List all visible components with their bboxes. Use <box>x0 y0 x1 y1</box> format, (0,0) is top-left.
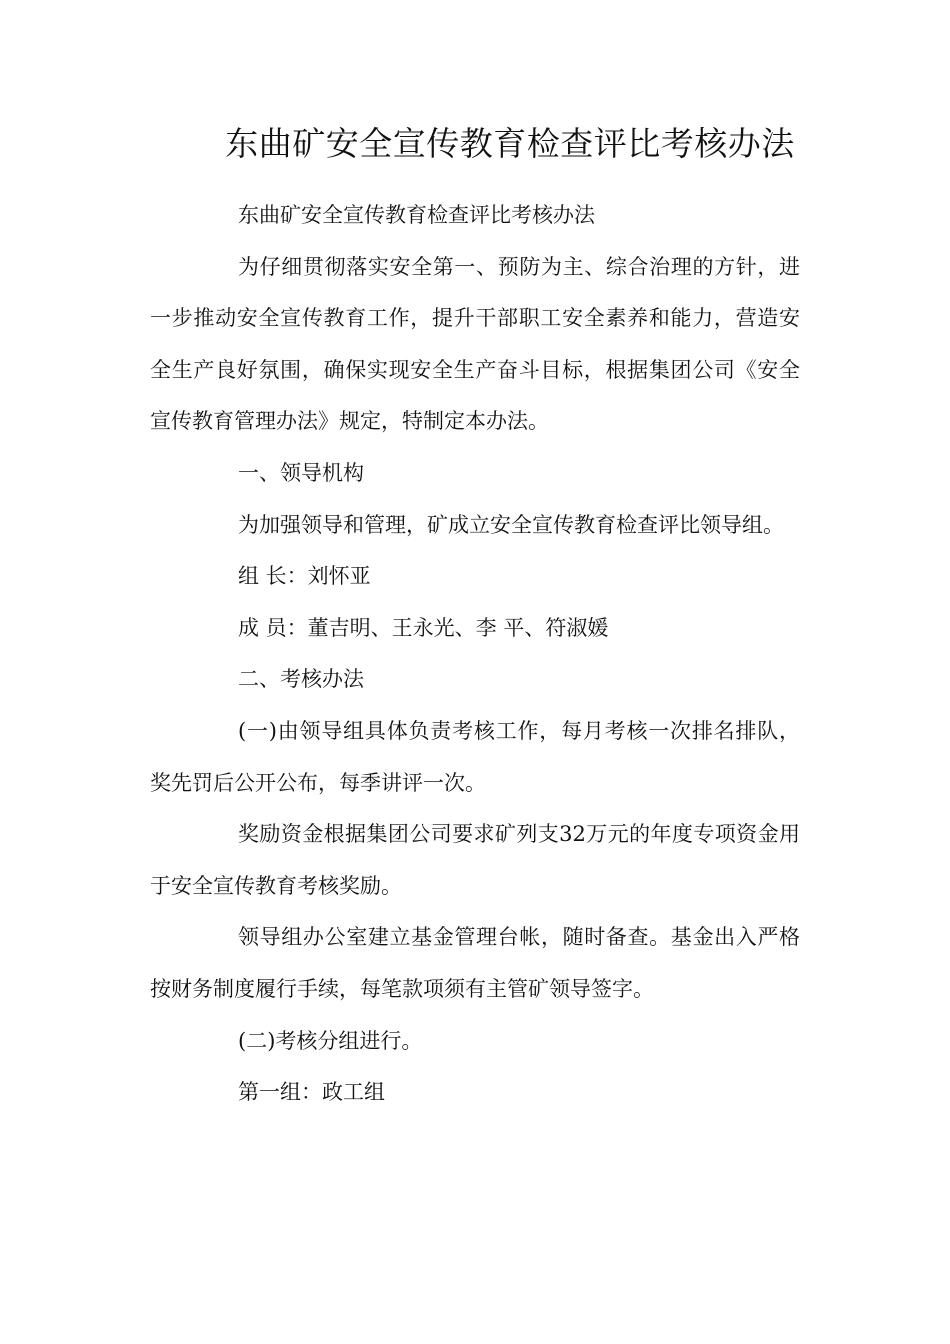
section-heading-assessment: 二、考核办法 <box>238 667 364 692</box>
paragraph-assessment-1: (一)由领导组具体负责考核工作，每月考核一次排名排队，奖先罚后公开公布，每季讲评一次。 <box>150 718 800 795</box>
paragraph-reward-funds: 奖励资金根据集团公司要求矿列支32万元的年度专项资金用于安全宣传教育考核奖励。 <box>150 822 800 898</box>
section-heading-leadership: 一、领导机构 <box>238 460 364 485</box>
paragraph-fund-ledger: 领导组办公室建立基金管理台帐，随时备查。基金出入严格按财务制度履行手续，每笔款项须有主管矿领导签字。 <box>150 925 800 1001</box>
paragraph-leadership: 为加强领导和管理，矿成立安全宣传教育检查评比领导组。 <box>238 512 784 537</box>
paragraph-intro: 为仔细贯彻落实安全第一、预防为主、综合治理的方针，进一步推动安全宣传教育工作，提升干部职工安全素养和能力，营造安全生产良好氛围，确保实现安全生产奋斗目标，根据集团公司《安全宣传教育管理办法》规定，特制定本办法。 <box>150 254 800 434</box>
document-body <box>150 190 800 1119</box>
paragraph-subtitle: 东曲矿安全宣传教育检查评比考核办法 <box>238 203 595 227</box>
document-title: 东曲矿安全宣传教育检查评比考核办法 <box>225 124 795 163</box>
paragraph-assessment-2: (二)考核分组进行。 <box>238 1028 423 1053</box>
paragraph-group-leader: 组 长：刘怀亚 <box>238 564 371 589</box>
paragraph-group-members: 成 员：董吉明、王永光、李 平、符淑媛 <box>238 615 609 640</box>
paragraph-group-one: 第一组：政工组 <box>238 1080 385 1105</box>
